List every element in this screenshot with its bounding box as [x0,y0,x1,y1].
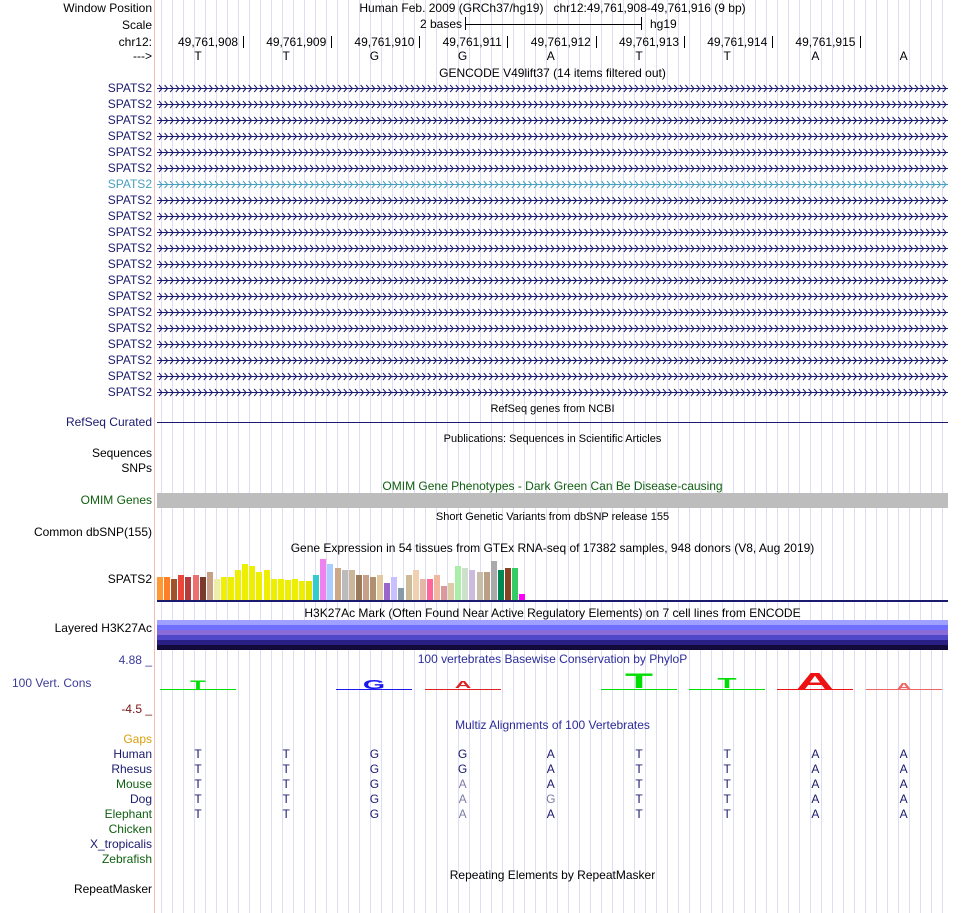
gencode-strand-arrows [157,177,948,191]
coordinate-label: 49,761,913 [619,35,680,49]
phylop-track-label[interactable]: 100 Vert. Cons [12,676,92,690]
multiz-base: A [899,777,908,791]
coordinate-tick [860,36,861,48]
phylop-min-label: -4.5 _ [121,702,152,716]
gencode-transcript-label[interactable]: SPATS2 [107,289,152,303]
gencode-transcript-row[interactable] [0,337,950,351]
multiz-base: T [194,807,202,821]
h3k27ac-signal[interactable] [157,620,948,650]
multiz-base: G [546,792,556,806]
gtex-tissue-bar[interactable] [469,570,475,601]
gencode-strand-arrows [157,193,948,207]
multiz-base: A [458,792,467,806]
publications-track-title[interactable]: Publications: Sequences in Scientific Articles [443,433,662,445]
multiz-base: G [369,777,380,791]
reference-base: T [194,49,202,63]
multiz-base: A [811,762,820,776]
gtex-tissue-bar[interactable] [178,575,184,601]
gencode-transcript-row[interactable] [0,193,950,207]
multiz-base: A [546,777,555,791]
gencode-transcript-label[interactable]: SPATS2 [107,273,152,287]
phylop-track-title[interactable]: 100 vertebrates Basewise Conservation by PhyloP [417,652,688,666]
gencode-strand-arrows [157,97,948,111]
reference-base: T [635,49,643,63]
multiz-base: T [282,792,290,806]
multiz-base: T [723,747,731,761]
gtex-tissue-bar[interactable] [271,579,277,601]
gencode-transcript-row[interactable] [0,113,950,127]
gtex-tissue-bar[interactable] [299,581,305,601]
multiz-base: A [458,807,467,821]
gencode-strand-arrows [157,209,948,223]
gtex-tissue-bar[interactable] [200,577,206,601]
reference-base: A [899,49,908,63]
coordinate-label: 49,761,912 [530,35,591,49]
gtex-tissue-bar[interactable] [384,583,390,601]
multiz-base: A [811,807,820,821]
refseq-track-title[interactable]: RefSeq genes from NCBI [490,403,615,415]
gencode-strand-arrows [157,241,948,255]
gtex-tissue-bar[interactable] [278,579,284,601]
gtex-tissue-bar[interactable] [242,564,248,601]
gtex-track-title[interactable]: Gene Expression in 54 tissues from GTEx RNA-seq of 17382 samples, 948 donors (V8, Aug 2019) [290,541,815,555]
gtex-tissue-bar[interactable] [320,559,326,601]
multiz-base: A [546,807,555,821]
multiz-base: T [194,792,202,806]
gtex-tissue-bar[interactable] [193,575,199,601]
gtex-tissue-bar[interactable] [441,586,447,601]
gencode-transcript-row[interactable] [0,129,950,143]
gtex-gene-line [157,600,948,602]
phylop-glyph-letter: T [625,670,653,693]
gtex-tissue-bar[interactable] [164,577,170,601]
gencode-transcript-row[interactable] [0,97,950,111]
multiz-species-label[interactable]: Dog [129,792,152,806]
gencode-transcript-row[interactable] [0,353,950,367]
publications-sequences-label[interactable]: Sequences [91,446,152,460]
scale-bar-end [641,17,642,30]
multiz-base: T [282,807,290,821]
multiz-base: T [723,807,731,821]
coordinate-label: 49,761,914 [707,35,768,49]
gtex-tissue-bar[interactable] [342,570,348,601]
coordinate-tick [772,36,773,48]
gtex-tissue-bar[interactable] [335,568,341,601]
gencode-transcript-label[interactable]: SPATS2 [107,161,152,175]
scale-value: 2 bases [419,17,462,31]
multiz-base: G [369,792,380,806]
gtex-tissue-bar[interactable] [484,572,490,601]
gtex-tissue-bar[interactable] [391,577,397,601]
multiz-base: A [811,777,820,791]
multiz-base: G [369,747,380,761]
gtex-tissue-bar[interactable] [427,579,433,601]
gencode-strand-arrows [157,113,948,127]
phylop-glyph-letter: A [895,682,912,693]
gencode-strand-arrows [157,321,948,335]
gencode-transcript-row[interactable] [0,257,950,271]
phylop-glyph-letter: G [363,677,386,692]
gencode-transcript-label[interactable]: SPATS2 [107,353,152,367]
dbsnp-track-title[interactable]: Short Genetic Variants from dbSNP release 155 [435,511,670,523]
gtex-tissue-bar[interactable] [512,568,518,601]
gtex-tissue-bar[interactable] [455,566,461,601]
gtex-tissue-bar[interactable] [207,572,213,601]
gencode-transcript-row[interactable] [0,385,950,399]
multiz-base: T [635,777,643,791]
gencode-transcript-row[interactable] [0,241,950,255]
publications-snps-label[interactable]: SNPs [121,461,152,475]
gtex-tissue-bar[interactable] [292,579,298,601]
multiz-base: A [811,747,820,761]
window-position-value[interactable]: Human Feb. 2009 (GRCh37/hg19) chr12:49,761,908-49,761,916 (9 bp) [359,1,746,15]
multiz-base: A [546,762,555,776]
gtex-tissue-bar[interactable] [327,564,333,601]
gencode-strand-arrows [157,353,948,367]
multiz-base: T [282,762,290,776]
gencode-transcript-row[interactable] [0,177,950,191]
coordinate-label: 49,761,908 [178,35,239,49]
h3k27ac-track-label[interactable]: Layered H3K27Ac [54,621,152,635]
gencode-transcript-label[interactable]: SPATS2 [107,97,152,111]
omim-track-title[interactable]: OMIM Gene Phenotypes - Dark Green Can Be Disease-causing [382,479,723,493]
omim-gene-bar[interactable] [157,493,948,508]
gtex-tissue-bar[interactable] [228,577,234,601]
phylop-max-label: 4.88 _ [118,653,152,667]
reference-base: A [546,49,555,63]
coordinate-tick [331,36,332,48]
gencode-transcript-label[interactable]: SPATS2 [107,113,152,127]
gencode-transcript-label[interactable]: SPATS2 [107,209,152,223]
coordinate-label: 49,761,915 [795,35,856,49]
gtex-tissue-bar[interactable] [370,577,376,601]
multiz-base: T [194,747,202,761]
multiz-base: A [546,747,555,761]
coordinate-tick [507,36,508,48]
phylop-glyph[interactable] [609,670,669,693]
phylop-glyph-letter: T [717,676,737,692]
multiz-base: A [899,747,908,761]
gtex-tissue-bar[interactable] [157,577,163,601]
gtex-tissue-bar[interactable] [235,570,241,601]
multiz-base: A [899,792,908,806]
gtex-tissue-bar[interactable] [377,575,383,601]
multiz-base: G [369,807,380,821]
coordinate-label: 49,761,910 [354,35,415,49]
gencode-transcript-row[interactable] [0,145,950,159]
multiz-base: T [194,762,202,776]
scale-label: Scale [121,18,152,32]
assembly-name: hg19 [650,17,677,31]
gencode-transcript-label[interactable]: SPATS2 [107,225,152,239]
reference-base: A [811,49,820,63]
gtex-tissue-bar[interactable] [505,568,511,601]
multiz-base: T [635,792,643,806]
gencode-transcript-row[interactable] [0,305,950,319]
phylop-glyph[interactable] [874,682,934,693]
gencode-strand-arrows [157,305,948,319]
gtex-tissue-bar[interactable] [256,572,262,601]
multiz-base: G [457,762,468,776]
multiz-base: T [282,777,290,791]
gtex-gene-label[interactable]: SPATS2 [107,572,152,586]
multiz-base: T [635,747,643,761]
reference-base: G [369,49,380,63]
repeatmasker-track-title[interactable]: Repeating Elements by RepeatMasker [449,868,656,882]
gencode-strand-arrows [157,257,948,271]
gtex-tissue-bar[interactable] [498,570,504,601]
window-position-label: Window Position [63,1,152,15]
coordinate-tick [243,36,244,48]
gencode-transcript-label[interactable]: SPATS2 [107,129,152,143]
coordinate-label: 49,761,911 [442,35,502,49]
gencode-transcript-label[interactable]: SPATS2 [107,177,152,191]
coordinate-tick [596,36,597,48]
gtex-tissue-bar[interactable] [249,566,255,601]
multiz-gaps-label[interactable]: Gaps [123,732,152,746]
scale-bar [465,24,642,25]
gencode-transcript-label[interactable]: SPATS2 [107,145,152,159]
gencode-strand-arrows [157,289,948,303]
multiz-base: G [369,762,380,776]
gencode-transcript-label[interactable]: SPATS2 [107,369,152,383]
gencode-transcript-label[interactable]: SPATS2 [107,337,152,351]
gencode-transcript-row[interactable] [0,209,950,223]
multiz-species-label[interactable]: Mouse [115,777,152,791]
phylop-glyph[interactable] [344,677,404,692]
multiz-base: G [457,747,468,761]
multiz-base: T [635,762,643,776]
gtex-tissue-bar[interactable] [448,583,454,601]
multiz-base: A [899,762,908,776]
gtex-tissue-bar[interactable] [406,575,412,601]
refseq-track-label[interactable]: RefSeq Curated [65,415,152,429]
gtex-tissue-bar[interactable] [221,577,227,601]
gtex-tissue-bar[interactable] [349,570,355,601]
gencode-transcript-label[interactable]: SPATS2 [107,305,152,319]
multiz-species-label[interactable]: Chicken [108,822,152,836]
multiz-species-label[interactable]: Rhesus [111,762,152,776]
refseq-gene-line[interactable] [157,422,948,423]
gencode-strand-arrows [157,161,948,175]
gencode-strand-arrows [157,225,948,239]
gtex-tissue-bar[interactable] [462,568,468,601]
multiz-base: A [811,792,820,806]
gtex-tissue-bar[interactable] [363,575,369,601]
gencode-transcript-row[interactable] [0,273,950,287]
multiz-base: T [282,747,290,761]
gtex-tissue-bar[interactable] [185,577,191,601]
reference-base: G [457,49,468,63]
multiz-base: T [723,792,731,806]
multiz-base: T [723,762,731,776]
multiz-species-label[interactable]: Elephant [104,807,152,821]
multiz-species-label[interactable]: Human [113,747,152,761]
gtex-tissue-bar[interactable] [356,575,362,601]
multiz-base: T [723,777,731,791]
gtex-tissue-bar[interactable] [171,579,177,601]
gtex-expression-bars[interactable] [157,556,948,601]
h3k27ac-track-title[interactable]: H3K27Ac Mark (Often Found Near Active Regulatory Elements) on 7 cell lines from ENCODE [304,606,801,620]
gtex-tissue-bar[interactable] [306,581,312,601]
gencode-transcript-row[interactable] [0,225,950,239]
multiz-base: T [635,807,643,821]
gencode-strand-arrows [157,369,948,383]
phylop-glyph[interactable] [433,682,493,690]
multiz-track-title[interactable]: Multiz Alignments of 100 Vertebrates [455,718,650,732]
coordinate-tick [419,36,420,48]
chrom-label: chr12: [118,35,152,49]
gencode-strand-arrows [157,273,948,287]
repeatmasker-track-label[interactable]: RepeatMasker [73,882,152,896]
gtex-tissue-bar[interactable] [420,579,426,601]
reference-base: T [723,49,731,63]
gencode-strand-arrows [157,81,948,95]
gencode-transcript-label[interactable]: SPATS2 [107,81,152,95]
h3k27ac-band [157,645,948,650]
gencode-strand-arrows [157,129,948,143]
multiz-base: A [899,807,908,821]
gtex-tissue-bar[interactable] [214,579,220,601]
gencode-transcript-row[interactable] [0,161,950,175]
phylop-glyph[interactable] [168,681,228,690]
phylop-glyph-letter: A [454,680,471,691]
omim-track-label[interactable]: OMIM Genes [80,493,152,507]
gencode-transcript-label[interactable]: SPATS2 [107,321,152,335]
multiz-species-label[interactable]: X_tropicalis [89,837,152,851]
gencode-transcript-label[interactable]: SPATS2 [107,241,152,255]
gencode-strand-arrows [157,145,948,159]
gencode-track-title[interactable]: GENCODE V49lift37 (14 items filtered out) [439,66,666,80]
strand-label: ---> [133,49,152,63]
coordinate-label: 49,761,909 [266,35,327,49]
multiz-species-label[interactable]: Zebrafish [101,852,152,866]
gencode-transcript-label[interactable]: SPATS2 [107,385,152,399]
gencode-transcript-row[interactable] [0,81,950,95]
gencode-strand-arrows [157,385,948,399]
gtex-tissue-bar[interactable] [285,580,291,601]
dbsnp-track-label[interactable]: Common dbSNP(155) [33,525,152,539]
gencode-transcript-row[interactable] [0,321,950,335]
gtex-tissue-bar[interactable] [313,575,319,601]
gencode-strand-arrows [157,337,948,351]
gtex-tissue-bar[interactable] [413,570,419,601]
phylop-glyph-letter: A [796,668,834,694]
gtex-tissue-bar[interactable] [491,561,497,601]
gtex-tissue-bar[interactable] [264,570,270,601]
gencode-transcript-row[interactable] [0,369,950,383]
reference-base: T [282,49,290,63]
phylop-glyph-letter: T [190,679,206,692]
multiz-base: A [458,777,467,791]
multiz-base: T [194,777,202,791]
gencode-transcript-label[interactable]: SPATS2 [107,193,152,207]
coordinate-tick [684,36,685,48]
gencode-transcript-label[interactable]: SPATS2 [107,257,152,271]
gtex-tissue-bar[interactable] [477,572,483,601]
phylop-glyph[interactable] [785,668,845,694]
gtex-tissue-bar[interactable] [434,575,440,601]
gencode-transcript-row[interactable] [0,289,950,303]
